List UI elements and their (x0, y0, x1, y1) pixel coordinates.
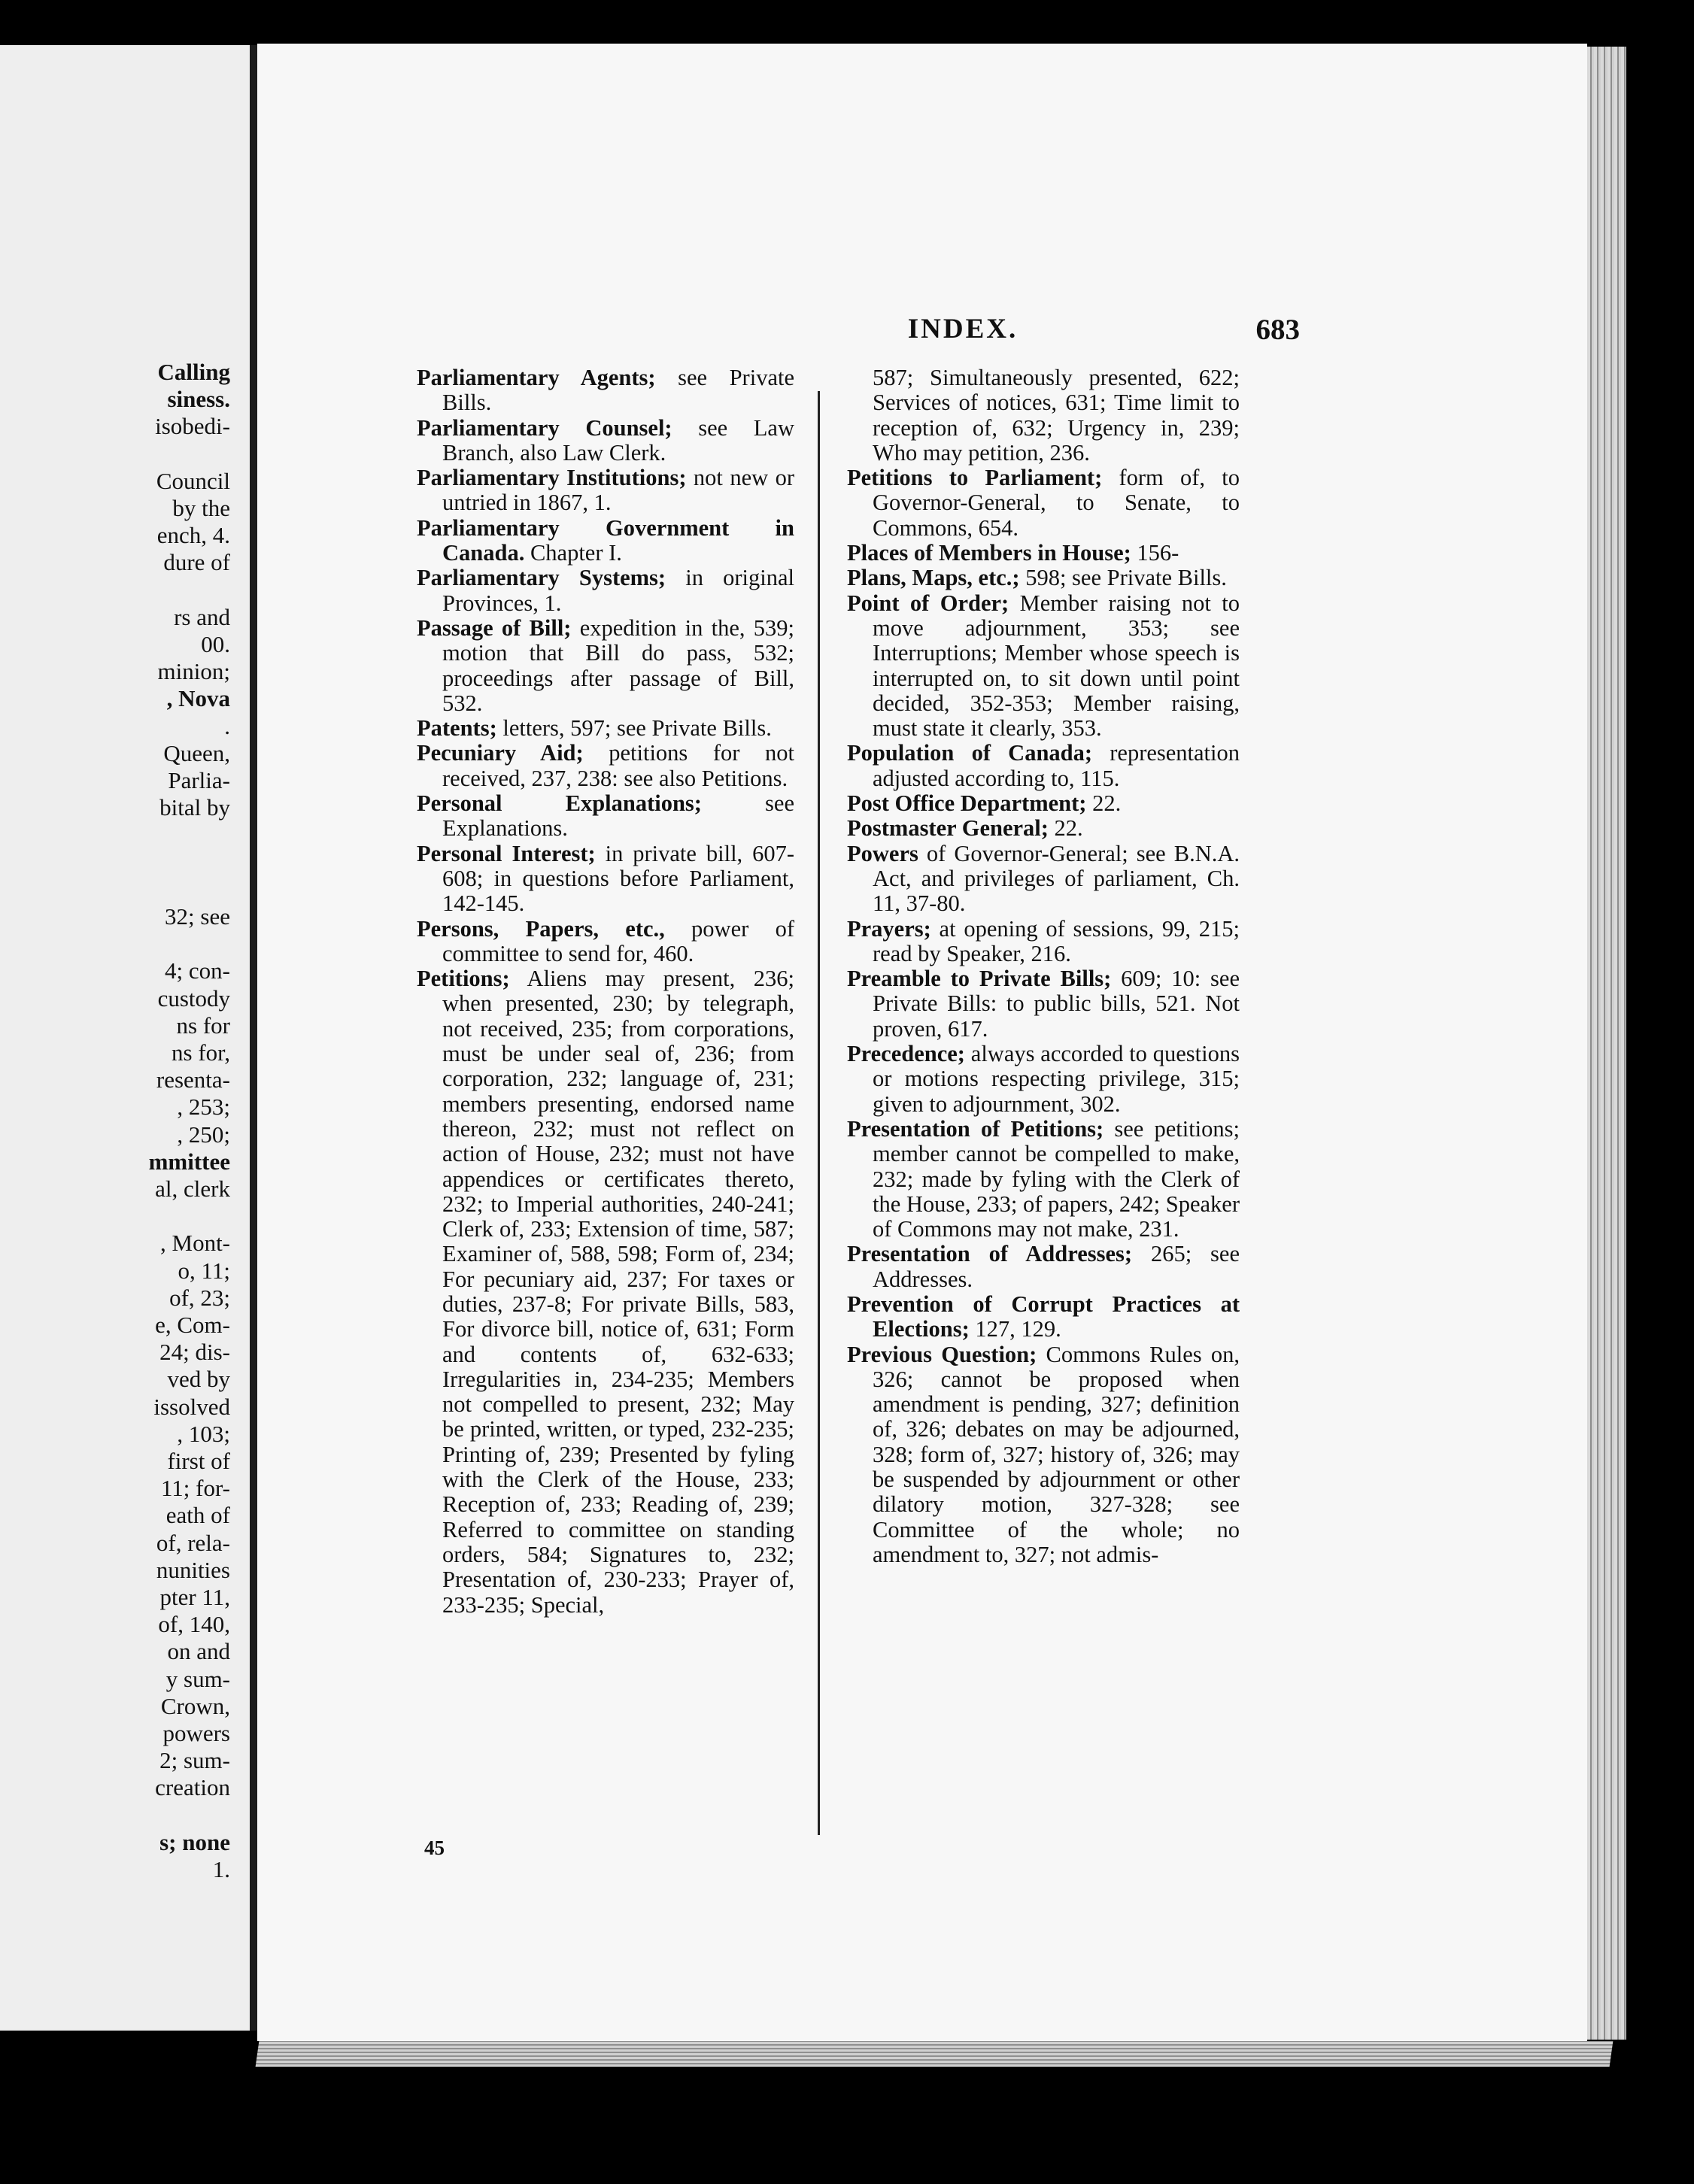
index-references: representation adjusted according to, 115. (873, 740, 1240, 791)
index-term: Precedence; (847, 1041, 965, 1067)
index-term: Prevention of Corrupt Practices at Elections; (847, 1291, 1240, 1342)
index-term: Preamble to Private Bills; (847, 966, 1112, 992)
index-column-right (847, 366, 1240, 1567)
facing-page-line: mmittee (148, 1148, 230, 1175)
facing-page-line: 2; sum- (159, 1747, 230, 1774)
index-entry (417, 716, 794, 741)
index-entry (847, 842, 1240, 917)
facing-page-line: eath of (165, 1502, 230, 1529)
index-references: in original Provinces, 1. (442, 565, 794, 616)
facing-page-line: Crown, (160, 1692, 230, 1719)
index-term: Parliamentary Agents; (417, 365, 656, 390)
facing-page-line: , 250; (177, 1121, 230, 1148)
facing-page-line: powers (162, 1720, 230, 1746)
facing-page-line: , Nova (166, 685, 230, 712)
facing-page-line: of, rela- (156, 1529, 230, 1556)
index-references: Member raising not to move adjournment, 353; see Interruptions; Member whose speech is interrupted on, to sit down until point decided, 352-353; Member raising, must state it clearly, 353. (873, 590, 1240, 742)
index-entry (847, 791, 1240, 816)
index-references: power of committee to send for, 460. (442, 915, 794, 966)
signature-mark: 45 (424, 1837, 445, 1859)
index-references: always accorded to questions or motions respecting privilege, 315; given to adjournment, 302. (873, 1041, 1240, 1117)
facing-page-line: nunities (156, 1556, 230, 1583)
index-term: Point of Order; (847, 590, 1009, 616)
index-entry (847, 1342, 1240, 1568)
index-entry (847, 917, 1240, 967)
index-references: not new or untried in 1867, 1. (442, 465, 794, 516)
facing-page-line: , Mont- (160, 1230, 230, 1257)
facing-page-line: first of (167, 1448, 230, 1474)
index-entry (847, 566, 1240, 590)
index-term: Patents; (417, 715, 497, 742)
index-entry (417, 366, 794, 416)
facing-page-line: ns for (176, 1012, 230, 1039)
index-references: 22. (1086, 790, 1122, 817)
facing-page-line: Parlia- (168, 767, 230, 793)
facing-page-line: ench, 4. (156, 522, 230, 549)
facing-page-line: Calling (157, 359, 230, 385)
facing-page-line: isobedi- (155, 413, 230, 440)
facing-page-line: 24; dis- (159, 1339, 230, 1366)
index-entry (417, 616, 794, 716)
index-entry (847, 1242, 1240, 1292)
index-entry (417, 791, 794, 842)
index-references: see Law Branch, also Law Clerk. (442, 414, 794, 466)
index-references: of Governor-General; see B.N.A. Act, and privileges of parliament, Ch. 11, 37-80. (873, 840, 1240, 917)
index-entry (847, 741, 1240, 791)
index-references: 22. (1048, 815, 1083, 842)
index-references: at opening of sessions, 99, 215; read by Speaker, 216. (873, 915, 1240, 966)
index-references: Aliens may present, 236; when presented, 230; by telegraph, not received, 235; from corporations, must be under seal of, 236; from corporation, 232; language of, 231; members presenting, endorsed name thereon, 232; must not reflect on action of House, 232; must not have appendices or certificates thereto, 232; to Imperial authorities, 240-241; Clerk of, 233; Extension of time, 587; Examiner of, 588, 598; Form of, 234; For pecuniary aid, 237; For taxes or duties, 237-8; For private Bills, 583, For divorce bill, notice of, 631; Form and contents of, 632-633; Irregularities in, 234-235; Members not compelled to present, 232; May be printed, written, or typed, 232-235; Printing of, 239; Presented by fyling with the Clerk of the House, 233; Reception of, 233; Reading of, 239; Referred to committee on standing orders, 584; Signatures to, 232; Presentation of, 230-233; Prayer of, 233-235; Special, (442, 966, 794, 1618)
index-term: Parliamentary Systems; (417, 565, 666, 591)
index-references: 265; see Addresses. (873, 1241, 1240, 1292)
facing-page-line: , 103; (177, 1420, 230, 1447)
facing-page-line: y sum- (165, 1665, 230, 1692)
index-term: Petitions; (417, 966, 510, 992)
index-term: Parliamentary Counsel; (417, 414, 672, 441)
index-entry (417, 917, 794, 967)
index-entry (417, 566, 794, 616)
page-title: INDEX. (907, 314, 1019, 344)
facing-page-line: issolved (153, 1393, 230, 1420)
index-entry (847, 466, 1240, 541)
page-edges (1587, 47, 1626, 2040)
index-term: Places of Members in House; (847, 540, 1131, 566)
index-term: Postmaster General; (847, 815, 1049, 842)
facing-page-line: 32; see (165, 903, 230, 930)
index-references: 127, 129. (969, 1316, 1061, 1342)
index-references: expedition in the, 539; motion that Bill do pass, 532; proceedings after passage of Bill, 532. (442, 614, 794, 716)
page-number: 683 (1255, 314, 1300, 346)
index-term: Petitions to Parliament; (847, 465, 1103, 491)
facing-page-line: . (224, 712, 230, 739)
index-references: see petitions; member cannot be compelled to make, 232; made by fyling with the Clerk of the House, 233; of papers, 242; Speaker of Commons may not make, 231. (873, 1115, 1240, 1242)
facing-page-line: minion; (157, 658, 230, 685)
facing-page-line: Council (156, 467, 230, 494)
index-references: letters, 597; see Private Bills. (496, 715, 772, 742)
index-term: Presentation of Petitions; (847, 1115, 1104, 1142)
index-entry (847, 966, 1240, 1042)
index-term: Prayers; (847, 915, 931, 942)
facing-page-line: by the (172, 495, 230, 521)
index-references: 156- (1131, 540, 1179, 566)
index-entry (847, 591, 1240, 742)
facing-page-line: 4; con- (165, 957, 230, 984)
index-references: Chapter I. (524, 540, 622, 566)
index-term: Passage of Bill; (417, 614, 572, 641)
facing-page-line: pter 11, (159, 1584, 230, 1610)
index-references: 609; 10: see Private Bills: to public bills, 521. Not proven, 617. (873, 966, 1240, 1042)
index-entry (847, 1042, 1240, 1117)
book-gutter (250, 45, 257, 2031)
facing-page-line: of, 140, (158, 1611, 230, 1638)
facing-page-line: e, Com- (155, 1312, 230, 1338)
index-entry (847, 366, 1240, 466)
bottom-page-edges (256, 2041, 1614, 2067)
column-divider (818, 391, 820, 1835)
index-term: Presentation of Addresses; (847, 1241, 1133, 1267)
index-entry (417, 416, 794, 466)
index-term: Post Office Department; (847, 790, 1087, 817)
index-references: 598; see Private Bills. (1019, 565, 1227, 591)
index-references: see Private Bills. (442, 365, 794, 416)
facing-page-line: ved by (167, 1366, 230, 1393)
facing-page-line: o, 11; (178, 1257, 230, 1284)
index-term: Personal Explanations; (417, 790, 702, 817)
index-entry (417, 842, 794, 917)
index-term: Population of Canada; (847, 740, 1093, 766)
index-entry (847, 816, 1240, 841)
facing-page-line: bital by (159, 794, 230, 821)
index-term: Personal Interest; (417, 840, 596, 866)
facing-page-line: custody (157, 984, 230, 1012)
facing-page-line: resenta- (156, 1066, 230, 1094)
facing-page-line: al, clerk (155, 1175, 230, 1202)
index-entry (417, 466, 794, 516)
index-page (257, 44, 1587, 2041)
index-references: Commons Rules on, 326; cannot be proposed when amendment is pending, 327; definition of, 326; debates on may be adjourned, 328; form of, 327; history of, 326; may be suspended by adjournment or other dilatory motion, 327-328; see Committee of the whole; no amendment to, 327; not admis- (873, 1341, 1240, 1567)
index-references: in private bill, 607-608; in questions before Parliament, 142-145. (442, 840, 795, 917)
index-entry (847, 1292, 1240, 1342)
facing-page-fragment (0, 45, 250, 2031)
facing-page-line: Queen, (163, 739, 230, 766)
index-entry (847, 1117, 1240, 1242)
facing-page-line: on and (167, 1638, 230, 1665)
index-term: Plans, Maps, etc.; (847, 565, 1020, 591)
facing-page-line: 1. (212, 1856, 230, 1882)
index-term: Parliamentary Government in Canada. (417, 514, 794, 566)
index-entry (847, 541, 1240, 566)
index-term: Previous Question; (847, 1341, 1037, 1367)
facing-page-line: siness. (167, 386, 230, 413)
index-term: Persons, Papers, etc., (417, 915, 665, 942)
index-entry (417, 966, 794, 1618)
index-references: see Explanations. (442, 790, 794, 842)
facing-page-line: of, 23; (169, 1284, 230, 1311)
index-term: Pecuniary Aid; (417, 740, 584, 766)
facing-page-line: , 253; (177, 1094, 230, 1121)
index-term: Parliamentary Institutions; (417, 465, 687, 491)
index-references: petitions for not received, 237, 238: see also Petitions. (442, 740, 794, 791)
facing-page-line: 11; for- (160, 1475, 230, 1502)
facing-page-line: ns for, (172, 1039, 230, 1066)
index-references: form of, to Governor-General, to Senate, to Commons, 654. (873, 465, 1240, 541)
facing-page-line: dure of (163, 549, 230, 576)
facing-page-line: creation (155, 1774, 230, 1801)
index-term: Powers (847, 840, 918, 866)
facing-page-line: 00. (201, 631, 230, 657)
index-entry (417, 516, 794, 566)
index-column-left (417, 366, 794, 1618)
index-references: 587; Simultaneously presented, 622; Services of notices, 631; Time limit to reception of, 632; Urgency in, 239; Who may petition, 236. (873, 365, 1240, 466)
index-entry (417, 741, 794, 791)
facing-page-line: rs and (174, 603, 230, 630)
facing-page-line: s; none (159, 1828, 230, 1855)
